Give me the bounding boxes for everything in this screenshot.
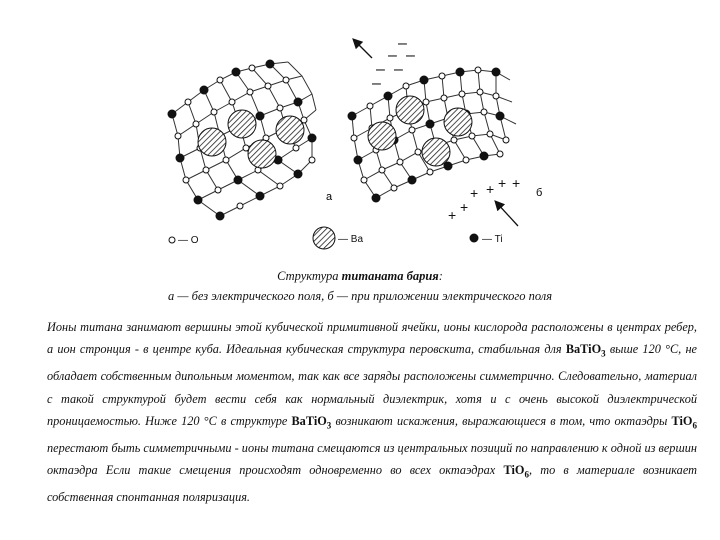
svg-text:+: +: [448, 207, 457, 223]
panel-label-b: б: [536, 187, 543, 199]
figure-caption: [40, 266, 680, 306]
legend-ba-label: — Ba: [338, 234, 364, 245]
formula-tio6-1: TiO$_6$: [671, 414, 697, 431]
caption-title: титаната бария: [341, 269, 439, 283]
paragraph-part-2: выше 120 °C, не обладает собственным дипольным моментом, так как все заряды расположены симметрично. Следовательно, материал с такой структурой будет вести себя как нормальный диэлектрик, хотя и с очень высокой диэлектрической проницаемостью. Ниже 120 °C в структуре: [47, 342, 698, 429]
legend-o-label: — O: [178, 235, 199, 246]
legend-ti-label: — Ti: [482, 234, 503, 245]
field-arrow-bottom: [496, 202, 518, 226]
legend: [169, 227, 503, 249]
svg-text:–: –: [406, 47, 415, 64]
field-arrow-top: [354, 40, 372, 58]
formula-tio6-2: TiO$_6$: [503, 463, 529, 480]
svg-text:–: –: [372, 75, 381, 92]
legend-ti-symbol: [470, 234, 479, 243]
svg-text:+: +: [470, 185, 479, 201]
paragraph-part-4: перестают быть симметричными - ионы титана смещаются из центральных позиций по направлению к одной из вершин октаэдра Если такие смещения происходят одновременно во всех октаэдрах: [47, 440, 697, 478]
formula-batio3-1: BaTiO$_3$: [565, 342, 606, 359]
svg-text:+: +: [512, 175, 521, 191]
svg-text:+: +: [460, 199, 469, 215]
caption-colon: :: [438, 269, 443, 283]
paragraph-part-1: Ионы титана занимают вершины этой кубической примитивной ячейки, ионы кислорода расположены в центрах ребер, а ион стронция - в центре куба. Идеальная кубическая структура перовскита, стабильная для: [47, 320, 697, 357]
svg-text:–: –: [394, 61, 403, 78]
barium-titanate-structure-figure: [140, 30, 580, 260]
svg-text:+: +: [486, 181, 495, 197]
svg-text:+: +: [498, 175, 507, 191]
caption-prefix: Структура: [277, 269, 342, 283]
caption-line-2: а — без электрического поля, б — при приложении электрического поля: [167, 289, 553, 303]
legend-ba-symbol: [313, 227, 335, 249]
svg-text:–: –: [388, 47, 397, 64]
panel-label-a: a: [326, 191, 333, 203]
caption-line-1: [40, 266, 680, 286]
paragraph-part-3: возникают искажения, выражающиеся в том, что октаэдры: [331, 414, 672, 429]
formula-batio3-2: BaTiO$_3$: [291, 414, 332, 431]
negative-charges: [372, 35, 415, 92]
lattice-diagram: [140, 30, 580, 260]
paragraph-part-5: , то в материале возникает собственная спонтанная поляризация.: [47, 463, 698, 505]
description-paragraph: [47, 316, 697, 509]
svg-text:–: –: [398, 35, 407, 52]
ba-ions: [198, 96, 472, 168]
legend-o-symbol: [169, 237, 175, 243]
svg-text:–: –: [376, 61, 385, 78]
